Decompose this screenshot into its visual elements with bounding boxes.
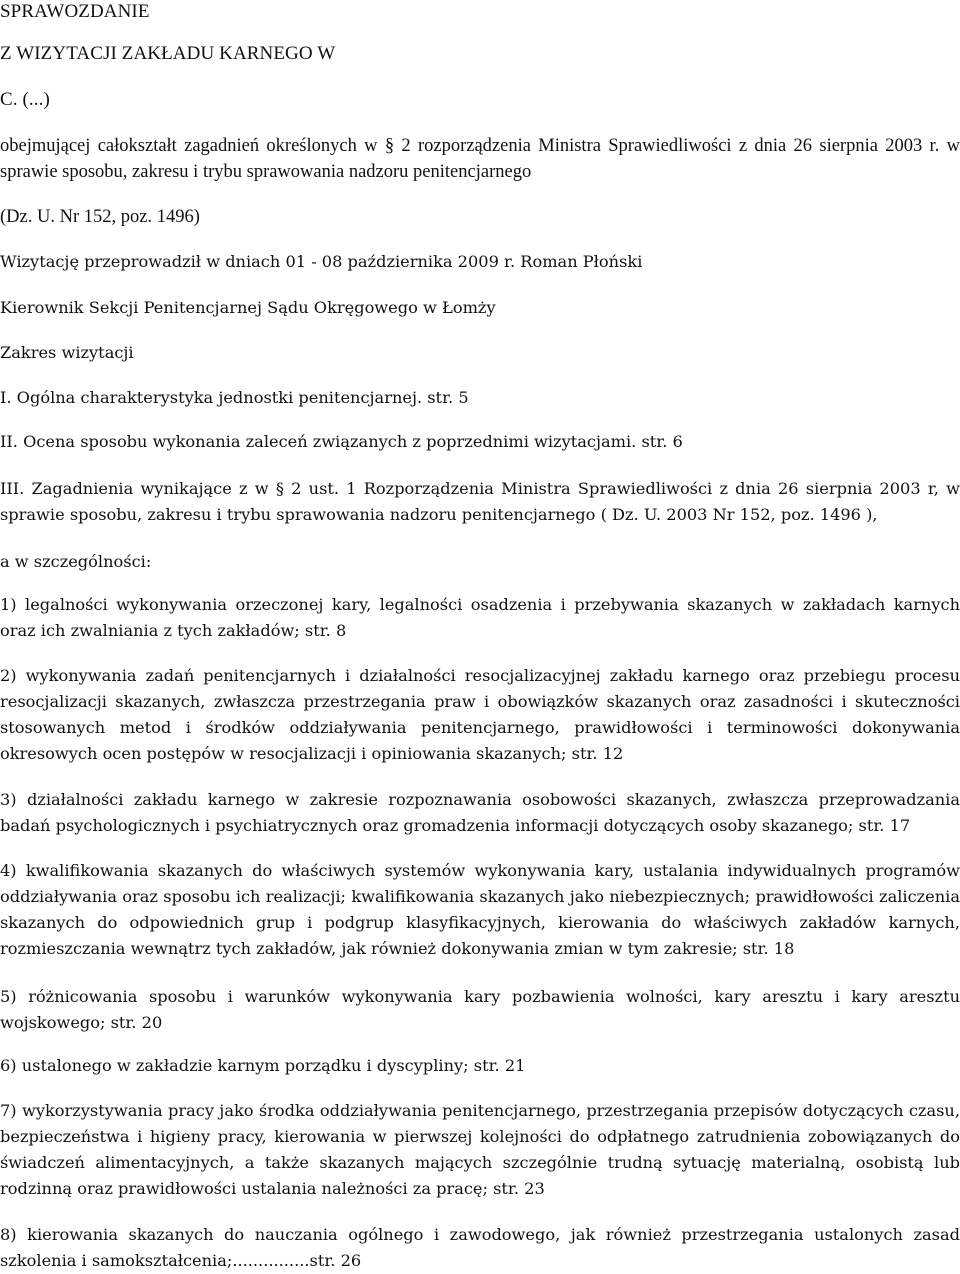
list-item: 3) działalności zakładu karnego w zakresie rozpoznawania osobowości skazanych, zwłaszcza przeprowadzania badań psychologicznych i psychiatrycznych oraz gromadzenia informacji dotyczących osoby skazanego; str. 17 [0, 790, 960, 835]
document-subtitle: Z WIZYTACJI ZAKŁADU KARNEGO W [0, 43, 336, 64]
list-item: 2) wykonywania zadań penitencjarnych i działalności resocjalizacyjnej zakładu karnego oraz przebiegu procesu resocjalizacji skazanych, zwłaszcza przestrzegania praw i obowiązków skazanych oraz zasadności i skuteczności stosowanych metod i środków oddziaływania penitencjarnego, prawidłowości i terminowości dokonywania okresowych ocen postępów w resocjalizacji i opiniowania skazanych; str. 12 [0, 666, 960, 763]
list-item: 4) kwalifikowania skazanych do właściwych systemów wykonywania kary, ustalania indywidualnych programów oddziaływania oraz sposobu ich realizacji; kwalifikowania skazanych jako niebezpiecznych; prawidłowości zaliczenia skazanych do odpowiednich grup i podgrup klasyfikacyjnych, kierowania do właściwych zakładów karnych, rozmieszczania wewnątrz tych zakładów, jak również dokonywania zmian w tym zakresie; str. 18 [0, 861, 960, 958]
list-item: 8) kierowania skazanych do nauczania ogólnego i zawodowego, jak również przestrzegania ustalonych zasad szkolenia i samokształcenia;...............str. 26 [0, 1225, 960, 1270]
intro-position: Kierownik Sekcji Penitencjarnej Sądu Okręgowego w Łomży [0, 298, 496, 317]
list-item: 7) wykorzystywania pracy jako środka oddziaływania penitencjarnego, przestrzegania przepisów dotyczących czasu, bezpieczeństwa i higieny pracy, kierowania w pierwszej kolejności do odpłatnego zatrudnienia zobowiązanych do świadczeń alimentacyjnych, a także skazanych mających szczególnie trudną sytuację materialną, osobistą lub rodzinną oraz prawidłowości ustalania należności za pracę; str. 23 [0, 1101, 960, 1198]
scope-item: III. Zagadnienia wynikające z w § 2 ust. 1 Rozporządzenia Ministra Sprawiedliwości z dnia 26 sierpnia 2003 r, w sprawie sposobu, zakresu i trybu sprawowania nadzoru penitencjarnego ( Dz. U. 2003 Nr 152, poz. 1496 ), [0, 479, 960, 524]
document-location: C. (...) [0, 89, 50, 110]
list-item: 6) ustalonego w zakładzie karnym porządku i dyscypliny; str. 21 [0, 1056, 526, 1075]
scope-item: I. Ogólna charakterystyka jednostki penitencjarnej. str. 5 [0, 388, 469, 407]
scope-item: II. Ocena sposobu wykonania zaleceń związanych z poprzednimi wizytacjami. str. 6 [0, 432, 683, 451]
intro-performed-by: Wizytację przeprowadził w dniach 01 - 08 października 2009 r. Roman Płoński [0, 252, 643, 271]
document-title: SPRAWOZDANIE [0, 1, 150, 22]
list-item: 5) różnicowania sposobu i warunków wykonywania kary pozbawienia wolności, kary aresztu i kary aresztu wojskowego; str. 20 [0, 987, 960, 1032]
scope-particular: a w szczególności: [0, 552, 152, 571]
intro-scope: obejmującej całokształt zagadnień określonych w § 2 rozporządzenia Ministra Sprawiedliwości z dnia 26 sierpnia 2003 r. w sprawie sposobu, zakresu i trybu sprawowania nadzoru penitencjarnego [0, 136, 960, 182]
list-item: 1) legalności wykonywania orzeczonej kary, legalności osadzenia i przebywania skazanych w zakładach karnych oraz ich zwalniania z tych zakładów; str. 8 [0, 595, 960, 640]
intro-reference: (Dz. U. Nr 152, poz. 1496) [0, 207, 200, 227]
scope-heading: Zakres wizytacji [0, 343, 134, 362]
